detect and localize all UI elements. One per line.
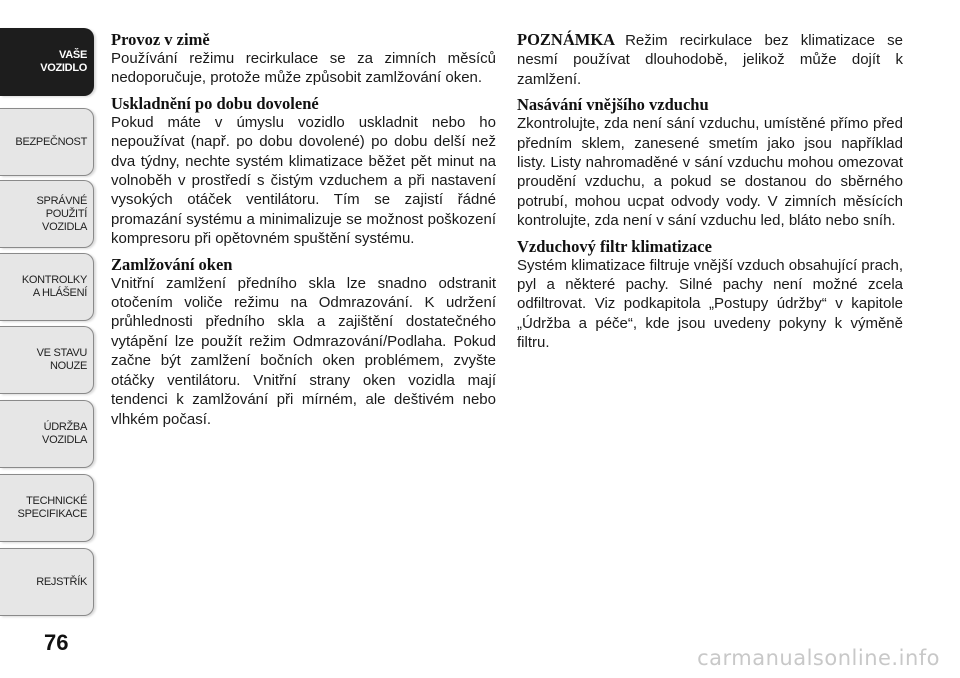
section-nasavani-vzduchu [517, 95, 903, 230]
section-heading: Zamlžování oken [111, 254, 233, 274]
section-text: Vnitřní zamlžení předního skla lze snadno odstranit otočením voliče režimu na Odmrazování. K udržení průhlednosti předního skla a zajištění dostatečného vytápění lze použít režim Odmrazování/Podlaha. Pokud začne být zamlžení bočních oken problémem, zvyšte otáčky ventilátoru. Vnitřní strany oken vozidla mají tendenci k zamlžování při mírném, ale deštivém nebo vlhkém počasí. [111, 274, 496, 428]
section-text: Systém klimatizace filtruje vnější vzduch obsahující prach, pyl a některé pachy. Silné pachy není možné zcela odfiltrovat. Viz podkapitola „Postupy údržby“ v kapitole „Údržba a péče“, kde jsou uvedeny pokyny k výměně filtru. [517, 256, 903, 352]
section-heading: Uskladnění po dobu dovolené [111, 93, 319, 113]
note-block [517, 30, 903, 89]
section-text: Používání režimu recirkulace se za zimních měsíců nedoporučuje, protože může způsobit zamlžování oken. [111, 50, 496, 87]
note-paragraph [517, 30, 903, 89]
section-heading: Provoz v zimě [111, 30, 210, 49]
note-label: POZNÁMKA [517, 30, 616, 49]
right-column [517, 30, 903, 359]
section-heading: Nasávání vnějšího vzduchu [517, 95, 709, 115]
tab-bezpecnost[interactable]: BEZPEČNOST [0, 108, 94, 176]
page-number: 76 [44, 630, 69, 655]
left-column [111, 30, 496, 435]
note-text: Režim recirkulace bez klimatizace se nesmí používat dlouhodobě, jelikož může dojít k zamlžení. [517, 32, 903, 88]
tab-spravne-pouziti-vozidla[interactable]: SPRÁVNÉ POUŽITÍ VOZIDLA [0, 180, 94, 248]
section-text: Pokud máte v úmyslu vozidlo uskladnit nebo ho nepoužívat (např. po dobu dovolené) po dobu delší než dva týdny, nechte systém klimatizace běžet pět minut na volnoběh v prostředí s čistým vzduchem a při nastavení vysokých otáček ventilátoru. Tím se zajistí řádné promazání systému a minimalizuje se možnost poškození kompresoru při opětovném spuštění systému. [111, 113, 496, 248]
section-uskladneni [111, 94, 496, 249]
tab-rejstrik[interactable]: REJSTŘÍK [0, 548, 94, 616]
section-provoz-v-zime [111, 30, 496, 88]
section-vzduchovy-filtr [517, 237, 903, 353]
tab-vase-vozidlo[interactable]: VAŠE VOZIDLO [0, 28, 94, 96]
tab-ve-stavu-nouze[interactable]: VE STAVU NOUZE [0, 326, 94, 394]
section-zamlzovani-oken [111, 255, 496, 429]
tab-kontrolky-a-hlaseni[interactable]: KONTROLKY A HLÁŠENÍ [0, 253, 94, 321]
section-text: Zkontrolujte, zda není sání vzduchu, umístěné přímo před předním sklem, zanesené smetím jako jsou například listy. Listy nahromaděné v sání vzduchu mohou omezovat proudění vzduchu, a pokud se dostanou do sběrného potrubí, mohou ucpat odvody vody. V zimních měsících kontrolujte, zda není v sání vzduchu led, bláto nebo sníh. [517, 115, 903, 230]
tab-udrzba-vozidla[interactable]: ÚDRŽBA VOZIDLA [0, 400, 94, 468]
watermark: carmanualsonline.info [697, 646, 940, 670]
tab-technicke-specifikace[interactable]: TECHNICKÉ SPECIFIKACE [0, 474, 94, 542]
section-heading: Vzduchový filtr klimatizace [517, 236, 712, 256]
